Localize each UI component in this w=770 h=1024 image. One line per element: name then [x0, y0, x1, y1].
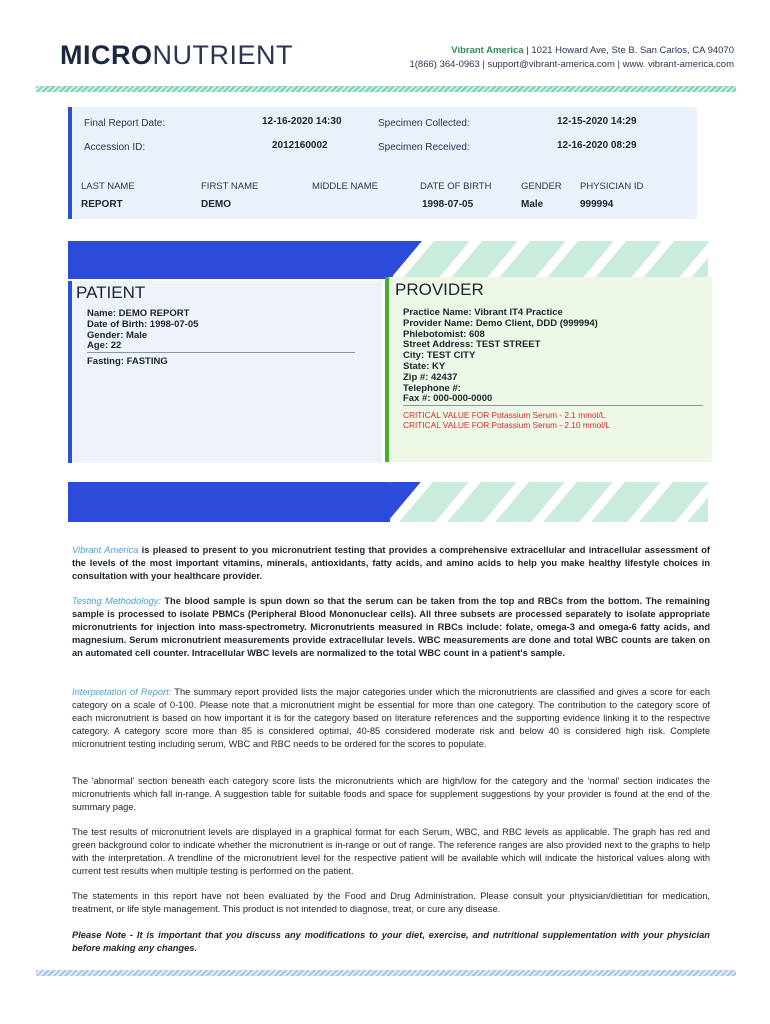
- provider-telephone: Telephone #:: [403, 382, 461, 394]
- physician-id-value: 999994: [580, 199, 614, 210]
- provider-details: [403, 308, 598, 405]
- footer-stripe: [36, 970, 736, 976]
- provider-title: PROVIDER: [395, 280, 484, 299]
- accession-id: 2012160002: [272, 140, 328, 151]
- patient-age: Age: 22: [87, 340, 122, 352]
- col-last-name: LAST NAME: [81, 181, 135, 192]
- patient-gender: Gender: Male: [87, 329, 148, 341]
- last-name-value: REPORT: [81, 199, 123, 210]
- provider-practice: Practice Name: Vibrant IT4 Practice: [403, 307, 563, 318]
- col-gender: GENDER: [521, 181, 562, 192]
- band-blue-block: [68, 482, 390, 522]
- abnormal-paragraph: The 'abnormal' section beneath each category score lists the micronutrients which are high/low for the category and the 'normal' section indicates the micronutrients which fall in-range. A suggestion table for suitable foods and space for supplement suggestions by your provider is found at the end of the summary page.: [72, 776, 710, 812]
- intro-paragraph: Vibrant America is pleased to present to you micronutrient testing that provides a comprehensive extracellular and intracellular assessment of the levels of the most important vitamins, minerals, antioxidants, fatty acids, and amino acids to help you make healthy lifestyle choices in consultation with your healthcare provider.: [72, 545, 711, 581]
- provider-city: City: TEST CITY: [403, 350, 476, 362]
- patient-fasting: Fasting: FASTING: [87, 356, 168, 367]
- specimen-collected-label: Specimen Collected:: [378, 118, 470, 129]
- methodology-paragraph: Testing Methodology: The blood sample is spun down so that the serum can be taken from the top and RBCs from the bottom. The remaining sample is processed to isolate PBMCs (Peripheral Blood Mononuclear cells). All three subsets are processed separately to isolate appropriate micronutrients for injection into mass-spectrometry. Micronutrients measured in RBCs include: folate, omega-3 and omega-6 fatty acids, and magnesium. Serum micronutrient measurements provide extracellular levels. WBC measurements are done and total WBC counts are taken on an automated cell counter. Intracellular WBC levels are normalized to the total WBC count in a patient's sample.: [72, 596, 710, 658]
- critical-alerts: [403, 410, 610, 430]
- col-first-name: FIRST NAME: [201, 181, 259, 192]
- critical-alert-1: CRITICAL VALUE FOR Potassium Serum - 2.1 mmol/L: [403, 410, 606, 420]
- provider-phlebotomist: Phlebotomist: 608: [403, 328, 485, 340]
- patient-details: [87, 309, 198, 352]
- decorative-band-top: [68, 241, 708, 279]
- provider-street: Street Address: TEST STREET: [403, 339, 541, 351]
- provider-divider: [403, 405, 703, 406]
- graph-paragraph: The test results of micronutrient levels are displayed in a graphical format for each Serum, WBC, and RBC levels as applicable. The graph has red and green background color to indicate whether the micronutrient is in-range or out of range. The reference ranges are also provided next to the graphs to help with the interpretation. A trendline of the micronutrient level for the respective patient will be available which will indicate the historical values along with current test results when multiple testing is performed on the patient.: [72, 827, 710, 876]
- patient-dob: Date of Birth: 1998-07-05: [87, 318, 199, 330]
- final-report-date: 12-16-2020 14:30: [262, 116, 342, 127]
- logo: MICRONUTRIENT: [60, 40, 293, 70]
- interpretation-paragraph: Interpretation of Report: The summary report provided lists the major categories under which the micronutrients are classified and gives a score for each category on a scale of 0-100. Please note that a micronutrient might be essential for more than one category. The contribution to the category score of each micronutrient is based on how important it is for the category based on literature references and the supporting evidence linking it to the respective category. A category score more than 85 is considered optimal, 40-85 considered moderate risk and below 40 is considered high risk. Complete micronutrient testing including serum, WBC and RBC needs to be ordered for the scores to populate.: [72, 687, 710, 749]
- specimen-collected: 12-15-2020 14:29: [557, 116, 637, 127]
- provider-state: State: KY: [403, 360, 446, 372]
- decorative-band-bottom: [68, 482, 708, 522]
- company-address: Vibrant America | 1021 Howard Ave, Ste B. San Carlos, CA 94070 1(866) 364-0963 | support@vibrant-america.com | www. vibrant-america.com: [409, 45, 734, 70]
- fda-paragraph: The statements in this report have not been evaluated by the Food and Drug Administration. Please consult your physician/dietitian for medication, treatment, or life style management. This product is not intended to diagnose, treat, or cure any disease.: [72, 891, 710, 914]
- specimen-received: 12-16-2020 08:29: [557, 140, 637, 151]
- patient-title: PATIENT: [76, 283, 146, 302]
- patient-name: Name: DEMO REPORT: [87, 308, 190, 319]
- company-name: Vibrant America: [451, 45, 524, 56]
- first-name-value: DEMO: [201, 199, 231, 210]
- header-stripe: [36, 86, 736, 92]
- provider-zip: Zip #: 42437: [403, 371, 458, 383]
- provider-name: Provider Name: Demo Client, DDD (999994): [403, 317, 598, 329]
- note-paragraph: Please Note - It is important that you discuss any modifications to your diet, exercise, and nutritional supplementation with your physician before making any changes.: [72, 930, 710, 953]
- final-report-date-label: Final Report Date:: [84, 118, 166, 129]
- col-middle-name: MIDDLE NAME: [312, 181, 378, 192]
- col-dob: DATE OF BIRTH: [420, 181, 492, 192]
- company-contact: 1(866) 364-0963 | support@vibrant-america.com | www. vibrant-america.com: [409, 59, 734, 70]
- patient-divider: [87, 352, 355, 353]
- specimen-received-label: Specimen Received:: [378, 142, 470, 153]
- dob-value: 1998-07-05: [422, 199, 474, 210]
- gender-value: Male: [521, 199, 544, 210]
- col-physician-id: PHYSICIAN ID: [580, 181, 644, 192]
- accession-label: Accession ID:: [84, 142, 146, 153]
- band-blue-block: [68, 241, 393, 279]
- provider-fax: Fax #: 000-000-0000: [403, 393, 493, 405]
- critical-alert-2: CRITICAL VALUE FOR Potassium Serum - 2.10 mmol/L: [403, 420, 611, 430]
